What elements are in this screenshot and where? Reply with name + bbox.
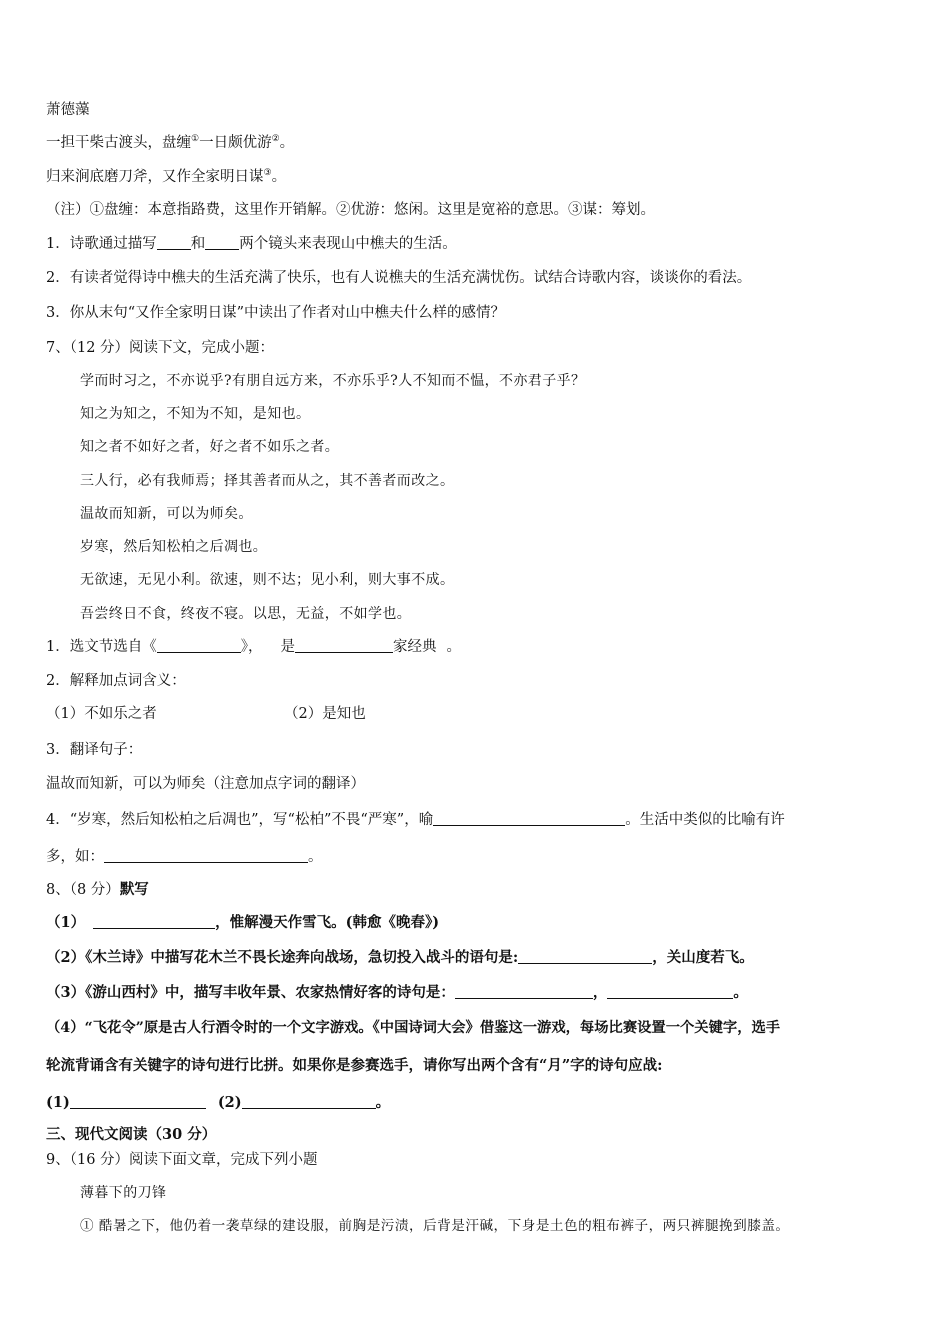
dictation-item-5: (1) (2) 。 bbox=[46, 1094, 391, 1111]
answer-blank bbox=[242, 1094, 376, 1109]
section-7-question-3: 3．翻译句子： bbox=[46, 742, 143, 758]
section-8-heading: 8、（8 分）默写 bbox=[46, 881, 149, 898]
section-7-heading: 7、（12 分）阅读下文，完成小题： bbox=[46, 340, 275, 356]
analects-line-8: 吾尝终日不食，终夜不寝。以思，无益，不如学也。 bbox=[80, 606, 412, 622]
answer-blank bbox=[70, 1094, 206, 1109]
dictation-item-3: （3）《游山西村》中，描写丰收年景、农家热情好客的诗句是： ， 。 bbox=[46, 984, 748, 1001]
section-7-question-2-item-1: （1）不如乐之者 bbox=[46, 706, 157, 722]
answer-blank bbox=[93, 914, 215, 929]
answer-blank bbox=[607, 984, 733, 999]
poem-note: （注）①盘缠：本意指路费，这里作开销解。②优游：悠闲。这里是宽裕的意思。③谋：筹划。 bbox=[46, 202, 655, 218]
dictation-item-1: （1） ，惟解漫天作雪飞。(韩愈《晚春》) bbox=[46, 914, 440, 931]
poem-line-2: 归来涧底磨刀斧，又作全家明日谋③。 bbox=[46, 168, 287, 185]
poem-question-1: 1．诗歌通过描写 和 两个镜头来表现山中樵夫的生活。 bbox=[46, 236, 457, 252]
section-3-heading: 三、现代文阅读（30 分） bbox=[46, 1126, 217, 1143]
dictation-item-4-line-2: 轮流背诵含有关键字的诗句进行比拼。如果你是参赛选手，请你写出两个含有“月”字的诗句应战: bbox=[46, 1057, 663, 1074]
section-9-heading: 9、（16 分）阅读下面文章，完成下列小题 bbox=[46, 1152, 318, 1168]
poem-question-3: 3．你从末句“又作全家明日谋”中读出了作者对山中樵夫什么样的感情？ bbox=[46, 305, 506, 321]
answer-blank bbox=[157, 638, 241, 653]
section-7-question-2: 2．解释加点词含义： bbox=[46, 673, 186, 689]
section-7-question-3-sentence: 温故而知新，可以为师矣（注意加点字词的翻译） bbox=[46, 776, 365, 792]
answer-blank bbox=[433, 811, 625, 826]
answer-blank bbox=[455, 984, 593, 999]
poem-author: 萧德藻 bbox=[46, 102, 90, 118]
section-7-question-1: 1．选文节选自《 》， 是 家经典 。 bbox=[46, 639, 461, 655]
analects-line-6: 岁寒，然后知松柏之后凋也。 bbox=[80, 539, 268, 555]
section-7-question-2-item-2: （2）是知也 bbox=[284, 706, 366, 722]
poem-question-2: 2．有读者觉得诗中樵夫的生活充满了快乐，也有人说樵夫的生活充满忧伤。试结合诗歌内容，谈谈你的看法。 bbox=[46, 270, 752, 286]
analects-line-7: 无欲速，无见小利。欲速，则不达；见小利，则大事不成。 bbox=[80, 572, 455, 588]
answer-blank bbox=[104, 848, 308, 863]
answer-blank bbox=[295, 638, 393, 653]
section-7-question-4-cont: 多，如： 。 bbox=[46, 849, 323, 865]
answer-blank bbox=[157, 235, 191, 250]
analects-line-3: 知之者不如好之者，好之者不如乐之者。 bbox=[80, 439, 340, 455]
section-7-question-4: 4．“岁寒，然后知松柏之后凋也”，写“松柏”不畏“严寒”，喻 。生活中类似的比喻有许 bbox=[46, 812, 785, 828]
analects-line-2: 知之为知之，不知为不知，是知也。 bbox=[80, 406, 311, 422]
article-paragraph-1: ① 酷暑之下，他仍着一袭草绿的建设服，前胸是污渍，后背是汗碱，下身是土色的粗布裤子，两只裤腿挽到膝盖。 bbox=[80, 1218, 790, 1234]
analects-line-4: 三人行，必有我师焉；择其善者而从之，其不善者而改之。 bbox=[80, 473, 455, 489]
analects-line-1: 学而时习之，不亦说乎?有朋自远方来，不亦乐乎?人不知而不愠，不亦君子乎？ bbox=[80, 373, 586, 389]
dictation-item-4-line-1: （4）“飞花令”原是古人行酒令时的一个文字游戏。《中国诗词大会》借鉴这一游戏，每场比赛设置一个关键字，选手 bbox=[46, 1020, 781, 1036]
article-title: 薄暮下的刀锋 bbox=[80, 1185, 167, 1201]
dictation-item-2: （2）《木兰诗》中描写花木兰不畏长途奔向战场，急切投入战斗的语句是: ，关山度若飞。 bbox=[46, 949, 754, 966]
poem-line-1: 一担干柴古渡头，盘缠①一日颇优游②。 bbox=[46, 134, 295, 151]
analects-line-5: 温故而知新，可以为师矣。 bbox=[80, 506, 253, 522]
answer-blank bbox=[205, 235, 239, 250]
answer-blank bbox=[518, 949, 652, 964]
